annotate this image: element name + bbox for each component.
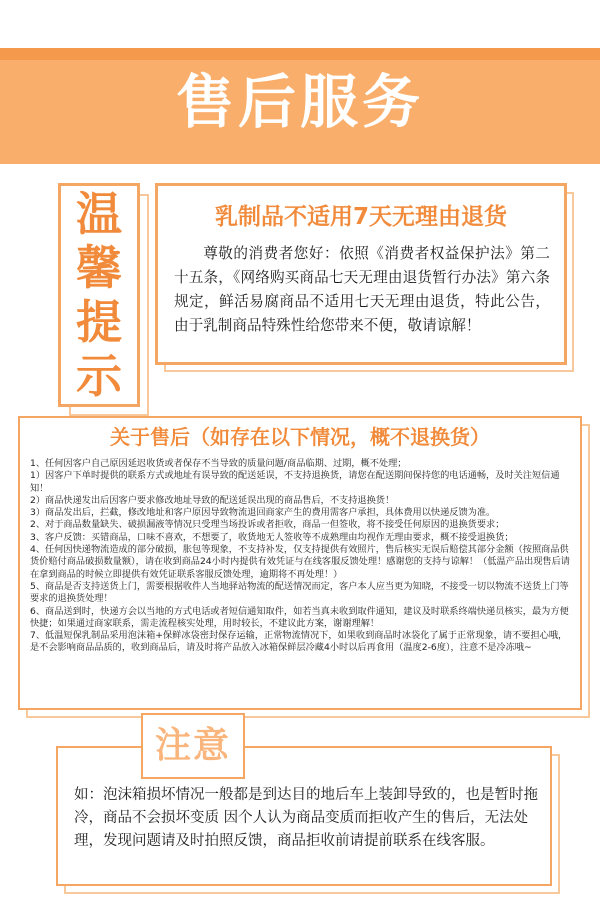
list-item: 7、低温短保乳制品采用泡沫箱+保鲜冰袋密封保存运输，正常物流情况下，如果收到商品时冰袋化了属于正常现象，请不要担心哦，是不会影响商品品质的，收到商品后，请及时将产品放入冰箱保鲜层冷藏4小时以后再食用（温度2-6度），注意不是冷冻哦~ [30, 630, 568, 654]
after-sales-list [30, 458, 570, 655]
note-title: 注意 [154, 725, 231, 766]
list-item: 1、任何因客户自己原因延迟收货或者保存不当导致的质量问题/商品临期、过期，概不处理； [30, 458, 407, 469]
list-item: 6、商品送到时，快递方会以当地的方式电话或者短信通知取件，如若当真未收到取件通知，建议及时联系终端快递员核实，最为方便快捷；如果通过商家联系，需走流程核实处理，用时较长，不建议此方案，谢谢理解！ [30, 605, 569, 629]
list-item: 2）商品快递发出后因客户要求修改地址导致的配送延误出现的商品售后，不支持退换货！ [30, 494, 395, 506]
warm-tip-char: 示 [76, 349, 122, 403]
note-body: 如：泡沫箱损坏情况一般都是到达目的地后车上装卸导致的，也是暂时拖冷，商品不会损坏变质 因个人认为商品变质而拒收产生的售后，无法处理，发现问题请及时拍照反馈，商品拒收前请提前联系在线客服。 [74, 787, 538, 849]
list-item: 4、任何因快递物流造成的部分破损，胀包等现象，不支持补发，仅支持提供有效照片，售后核实无误后赔偿其部分金额（按照商品供货价赔付商品破损数量额），请在收到商品24小时内提供有效凭证与在线客服反馈处理！感谢您的支持与谅解！（低温产品出现售后请在拿到商品的时候立即提供有效凭证联系客服反馈处理，逾期将不再处理！） [30, 544, 570, 580]
warm-tip-vertical-box [58, 183, 140, 407]
page-title: 售后服务 [175, 68, 424, 136]
warm-tip-char: 提 [76, 295, 122, 349]
list-item: 5、商品是否支持送货上门，需要根据收件人当地驿站物流的配送情况而定，客户本人应当更为知晓，不接受一切以物流不送货上门等要求的退换货处理！ [30, 580, 569, 605]
after-sales-section [18, 416, 582, 710]
after-sales-title: 关于售后（如存在以下情况，概不退换货） [110, 425, 490, 449]
header-top-bar [0, 48, 600, 60]
warm-tip-char: 馨 [76, 241, 122, 295]
notice-body: 尊敬的消费者您好：依照《消费者权益保护法》第二十五条，《网络购买商品七天无理由退货暂行办法》第六条规定，鲜活易腐商品不适用七天无理由退货，特此公告，由于乳制商品特殊性给您带来不便，敬请谅解！ [174, 245, 550, 334]
note-title-tab [141, 713, 245, 779]
list-item: 3、客户反馈：买错商品，口味不喜欢，不想要了，收货地无人签收等不成熟理由均视作无理由要求，概不接受退换货； [30, 531, 514, 543]
note-section [56, 746, 552, 886]
return-policy-notice [155, 183, 567, 365]
list-item: 1）因客户下单时提供的联系方式或地址有误导致的配送延误，不支持退换货，请您在配送期间保持您的电话通畅，及时关注短信通知！ [30, 470, 560, 494]
list-item: 2、对于商品数量缺失、破损漏液等情况只受理当场投诉或者拒收，商品一但签收，将不接受任何原因的退换货要求； [30, 519, 505, 531]
notice-title: 乳制品不适用7天无理由退货 [214, 204, 507, 230]
warm-tip-char: 温 [76, 187, 122, 241]
list-item: 3）商品发出后，拦截，修改地址和客户原因导致物流退回商家产生的费用需客户承担，具体费用以快递反馈为准。 [30, 507, 496, 519]
header-banner [0, 48, 600, 164]
